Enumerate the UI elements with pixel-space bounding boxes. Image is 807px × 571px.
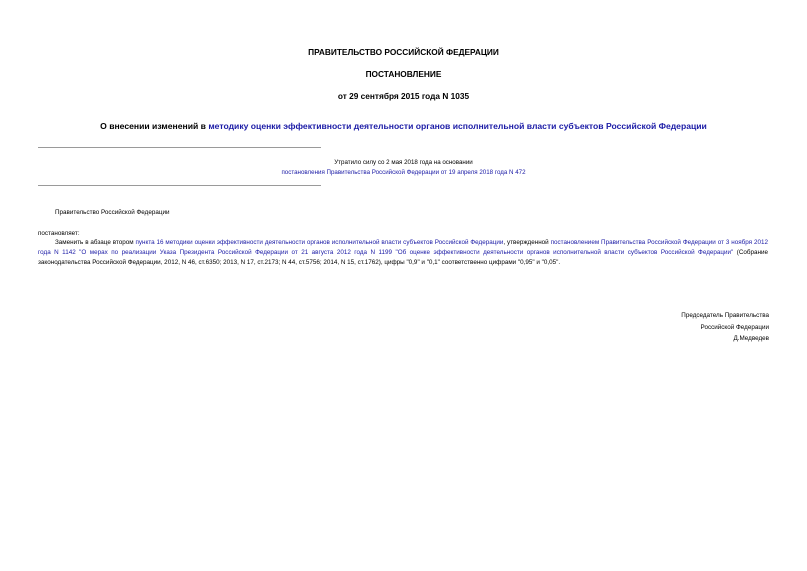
signature-position: Председатель Правительства [681, 312, 769, 319]
paragraph-resolution-link[interactable]: постановлением Правительства Российской Федерации от 3 ноября 2012 года N 1142 "О мерах по реализации Указа Президента Российской Федерации от 21 августа 2012 года N 1199 "Об оценке эффективности деятельности органов исполнительной власти субъектов Российской Федерации" [38, 239, 768, 256]
paragraph-text-b: , утвержденной [503, 239, 551, 246]
document-title [0, 121, 807, 131]
signature-name: Д.Медведев [733, 335, 769, 342]
main-paragraph [38, 238, 768, 268]
date-number-heading: от 29 сентября 2015 года N 1035 [337, 91, 470, 101]
notice-top-rule [38, 147, 321, 148]
resolves-text: постановляет: [38, 230, 80, 237]
notice-bottom-rule [38, 185, 321, 186]
repeal-resolution-link[interactable]: постановления Правительства Российской Федерации от 19 апреля 2018 года N 472 [281, 169, 526, 176]
issuer-text: Правительство Российской Федерации [55, 209, 170, 216]
title-prefix: О внесении изменений в [100, 121, 209, 131]
signature-organization: Российской Федерации [700, 323, 769, 331]
title-methodology-link[interactable]: методику оценки эффективности деятельности органов исполнительной власти субъектов Российской Федерации [208, 121, 707, 131]
repeal-notice-text: Утратило силу со 2 мая 2018 года на основании [334, 159, 473, 166]
paragraph-text-a: Заменить в абзаце втором [55, 239, 136, 246]
repeal-notice-line2 [0, 169, 807, 176]
document-type-heading: ПОСТАНОВЛЕНИЕ [365, 69, 442, 79]
paragraph-clause-link[interactable]: пункта 16 методики оценки эффективности деятельности органов исполнительной власти субъектов Российской Федерации [135, 239, 504, 246]
government-heading: ПРАВИТЕЛЬСТВО РОССИЙСКОЙ ФЕДЕРАЦИИ [308, 47, 499, 57]
paragraph-text-c: (Собрание законодательства Российской Федерации, 2012, N 46, ст.6350; 2013, N 17, ст.2173; N 44, ст.5756; 2014, N 15, ст.1762), цифры "0,9" и "0,1" соответственно цифрами "0,95" и "0,05". [38, 249, 768, 266]
signature-block [681, 310, 769, 345]
